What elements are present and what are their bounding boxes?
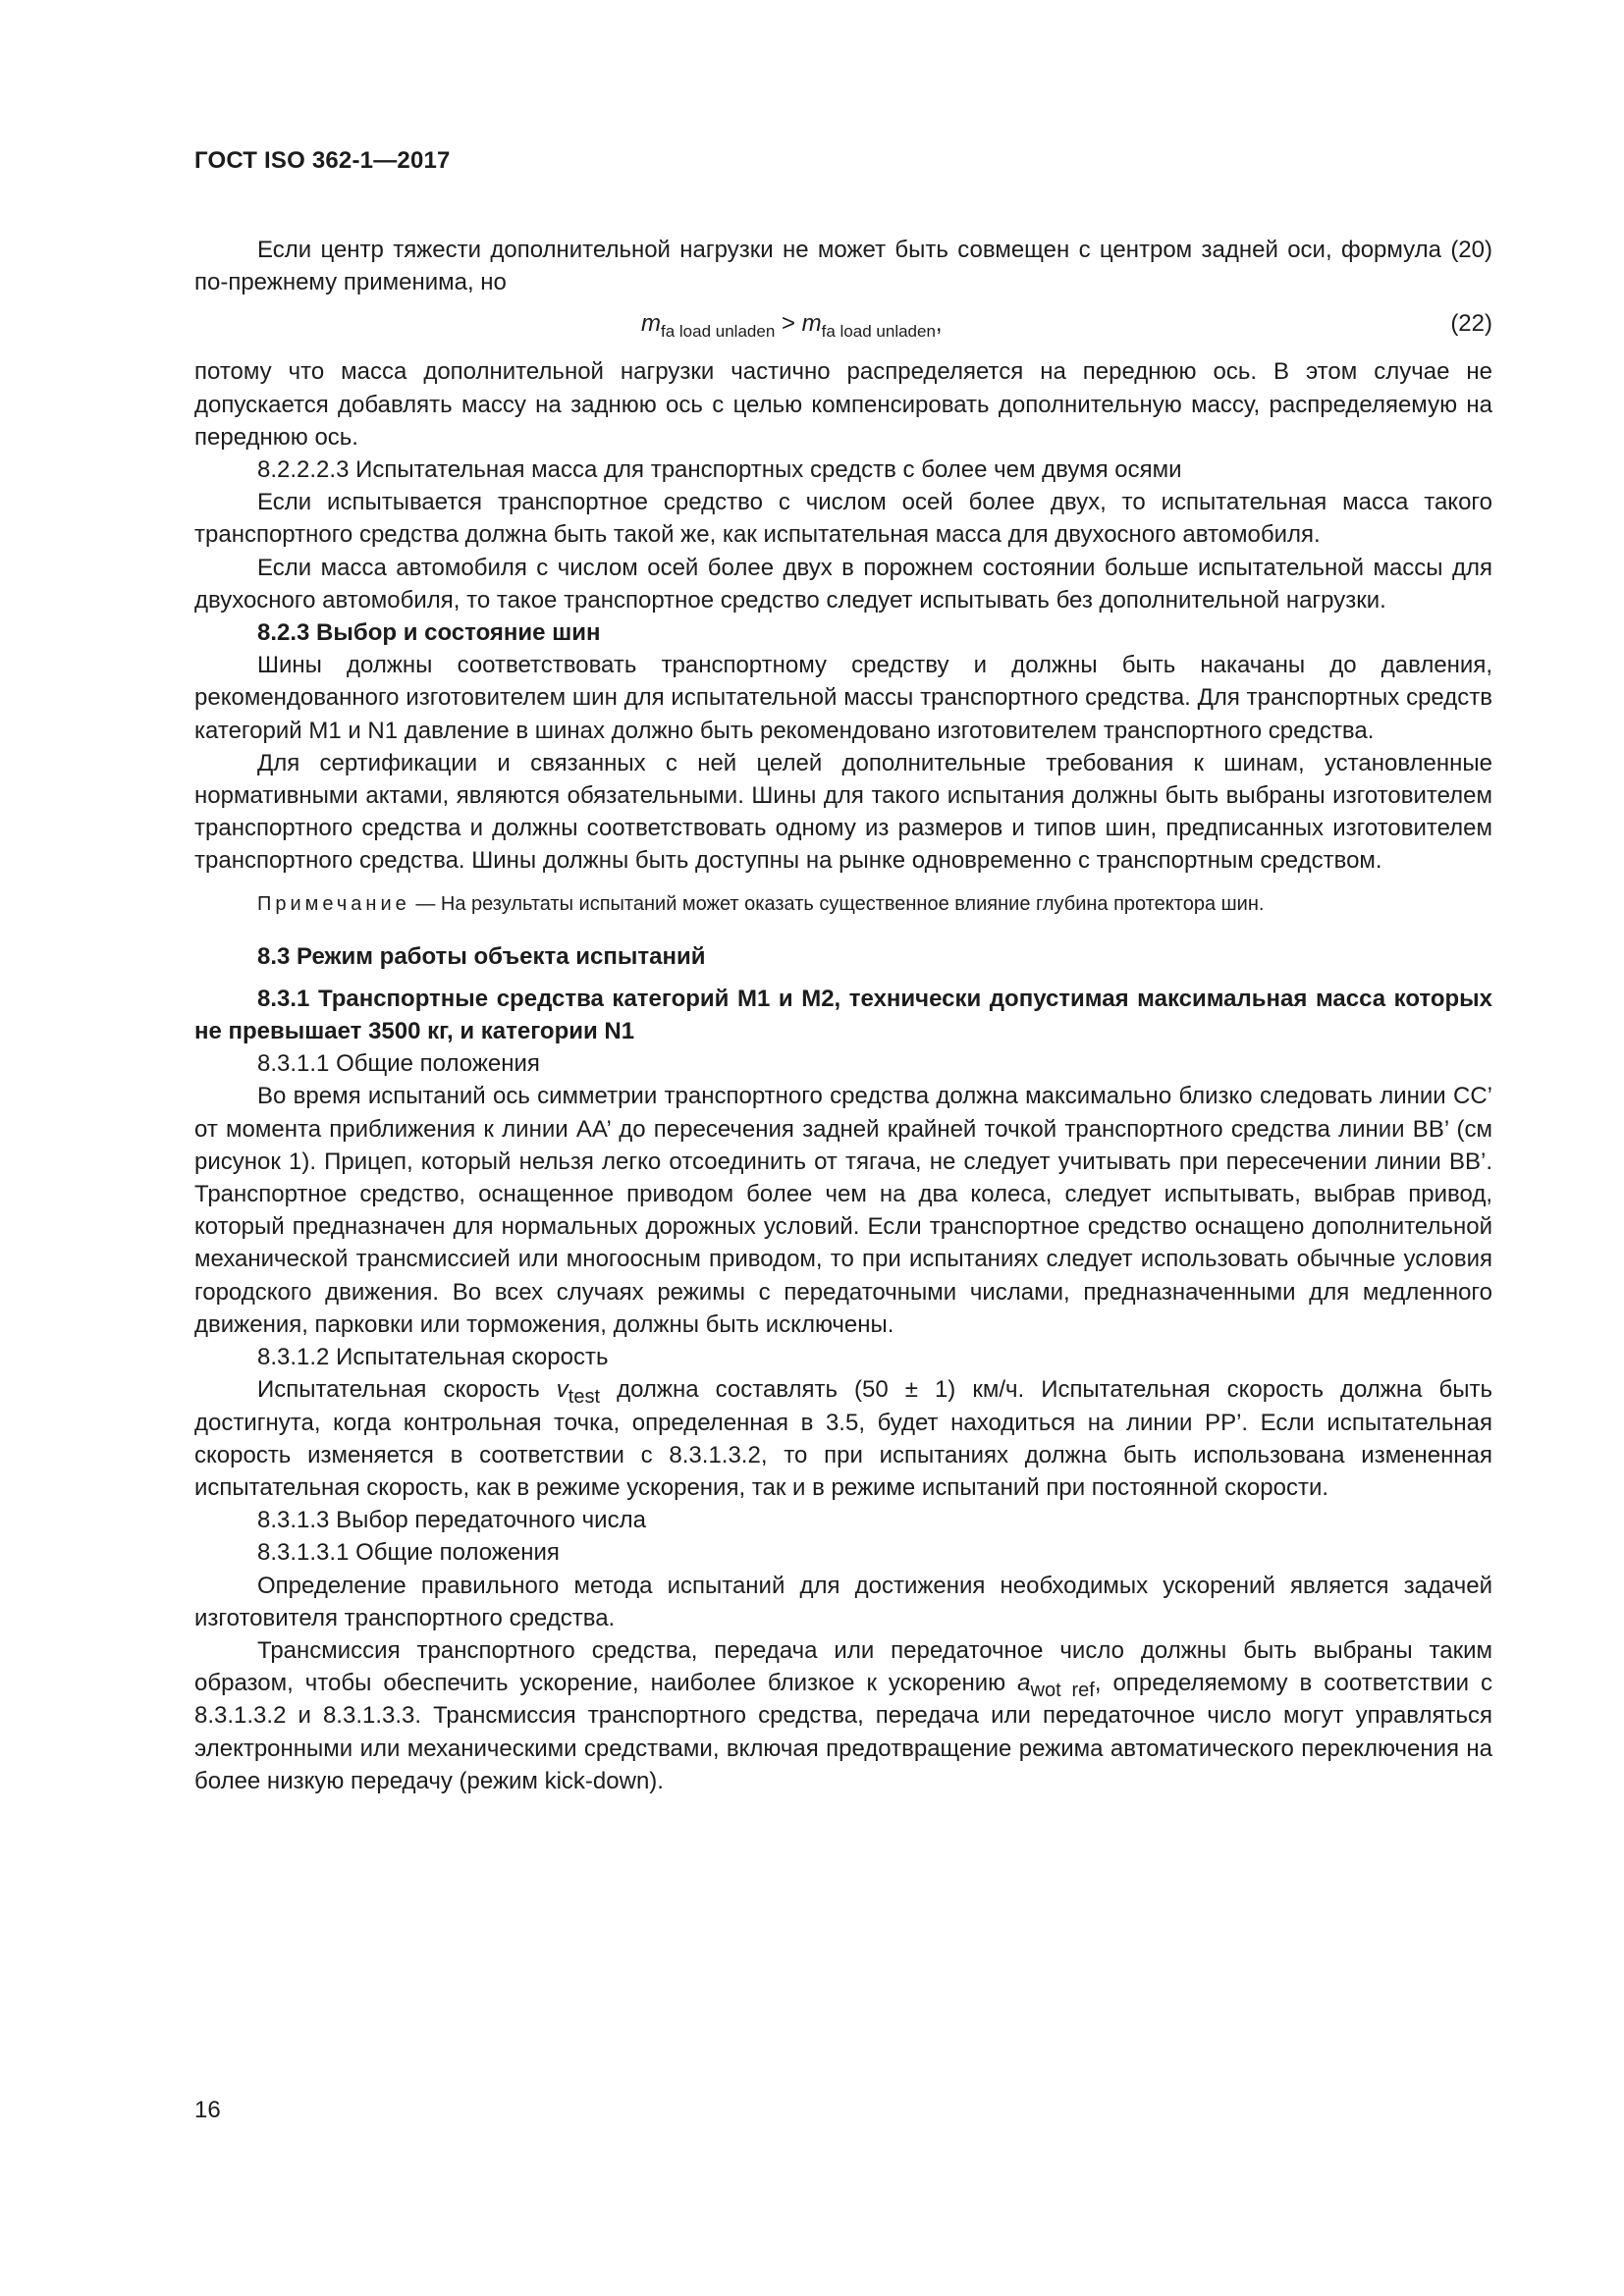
section-heading-8-3-1: 8.3.1 Транспортные средства категорий М1 и М2, технически допустимая максимальная масса которых не превышает 3500 кг, и категории N1: [194, 985, 1492, 1045]
paragraph: Если масса автомобиля с числом осей более двух в порожнем состоянии больше испытательной массы для двухосного автомобиля, то такое транспортное средство следует испытывать без дополнительной нагрузки.: [194, 554, 1492, 614]
page-number: 16: [194, 2097, 221, 2123]
subsection-heading: 8.3.1.3.1 Общие положения: [257, 1539, 560, 1567]
subsection-heading: 8.3.1.3 Выбор передаточного числа: [257, 1507, 646, 1534]
subsection-heading: 8.2.2.2.3 Испытательная масса для транспортных средств с более чем двумя осями: [257, 456, 1182, 484]
document-page: [194, 147, 1492, 1797]
formula-expression: $m_{fa load unladen} > m_{fa load unladen}$,: [641, 310, 943, 342]
formula-22: [194, 298, 1492, 355]
paragraph: Испытательная скорость $v_{test}$ должна составлять (50 ± 1) км/ч. Испытательная скорость должна быть достигнута, когда контрольная точка, определенная в 3.5, будет находиться на линии РР’. Если испытательная скорость изменяется в соответствии с 8.3.1.3.2, то при испытаниях должна быть использована измененная испытательная скорость, как в режиме ускорения, так и в режиме испытаний при постоянной скорости.: [194, 1376, 1492, 1501]
paragraph: Для сертификации и связанных с ней целей дополнительные требования к шинам, установленные нормативными актами, являются обязательными. Шины для такого испытания должны быть выбраны изготовителем транспортного средства и должны соответствовать одному из размеров и типов шин, предписанных изготовителем транспортного средства. Шины должны быть доступны на рынке одновременно с транспортным средством.: [194, 749, 1492, 875]
paragraph: Шины должны соответствовать транспортному средству и должны быть накачаны до давления, рекомендованного изготовителем шин для испытательной массы транспортного средства. Для транспортных средств категорий М1 и N1 давление в шинах должно быть рекомендовано изготовителем транспортного средства.: [194, 652, 1492, 744]
note-label: Примечание: [257, 892, 410, 915]
subsection-heading: 8.3.1.1 Общие положения: [257, 1050, 540, 1078]
subsection-heading: 8.3.1.2 Испытательная скорость: [257, 1344, 609, 1371]
note-text: — На результаты испытаний может оказать существенное влияние глубина протектора шин.: [409, 892, 1265, 915]
paragraph: Если испытывается транспортное средство с числом осей более двух, то испытательная масса такого транспортного средства должна быть такой же, как испытательная масса для двухосного автомобиля.: [194, 489, 1492, 549]
section-heading-8-3: 8.3 Режим работы объекта испытаний: [257, 942, 706, 970]
paragraph: потому что масса дополнительной нагрузки частично распределяется на переднюю ось. В этом случае не допускается добавлять массу на заднюю ось с целью компенсировать дополнительную массу, распределяемую на переднюю ось.: [194, 358, 1492, 451]
formula-number: (22): [1450, 310, 1492, 338]
paragraph: Трансмиссия транспортного средства, передача или передаточное число должны быть выбраны таким образом, чтобы обеспечить ускорение, наиболее близкое к ускорению $a_{wot ref}$, определяемому в соответствии с 8.3.1.3.2 и 8.3.1.3.3. Трансмиссия транспортного средства, передача или передаточное число могут управляться электронными или механическими средствами, включая предотвращение режима автоматического переключения на более низкую передачу (режим kick-down).: [194, 1636, 1492, 1794]
paragraph: Во время испытаний ось симметрии транспортного средства должна максимально близко следовать линии СС’ от момента приближения к линии АА’ до пересечения задней крайней точкой транспортного средства линии ВВ’ (см рисунок 1). Прицеп, который нельзя легко отсоединить от тягача, не следует учитывать при пересечении линии ВВ’. Транспортное средство, оснащенное приводом более чем на два колеса, следует испытывать, выбрав привод, который предназначен для нормальных дорожных условий. Если транспортное средство оснащено дополнительной механической трансмиссией или многоосным приводом, то при испытаниях следует использовать обычные условия городского движения. Во всех случаях режимы с передаточными числами, предназначенными для медленного движения, парковки или торможения, должны быть исключены.: [194, 1083, 1492, 1338]
paragraph: Если центр тяжести дополнительной нагрузки не может быть совмещен с центром задней оси, формула (20) по-прежнему применима, но: [194, 237, 1492, 296]
note: [194, 889, 1492, 919]
paragraph: Определение правильного метода испытаний для достижения необходимых ускорений является задачей изготовителя транспортного средства.: [194, 1572, 1492, 1631]
section-heading-8-2-3: 8.2.3 Выбор и состояние шин: [257, 619, 601, 647]
document-header: ГОСТ ISO 362-1—2017: [194, 147, 451, 174]
